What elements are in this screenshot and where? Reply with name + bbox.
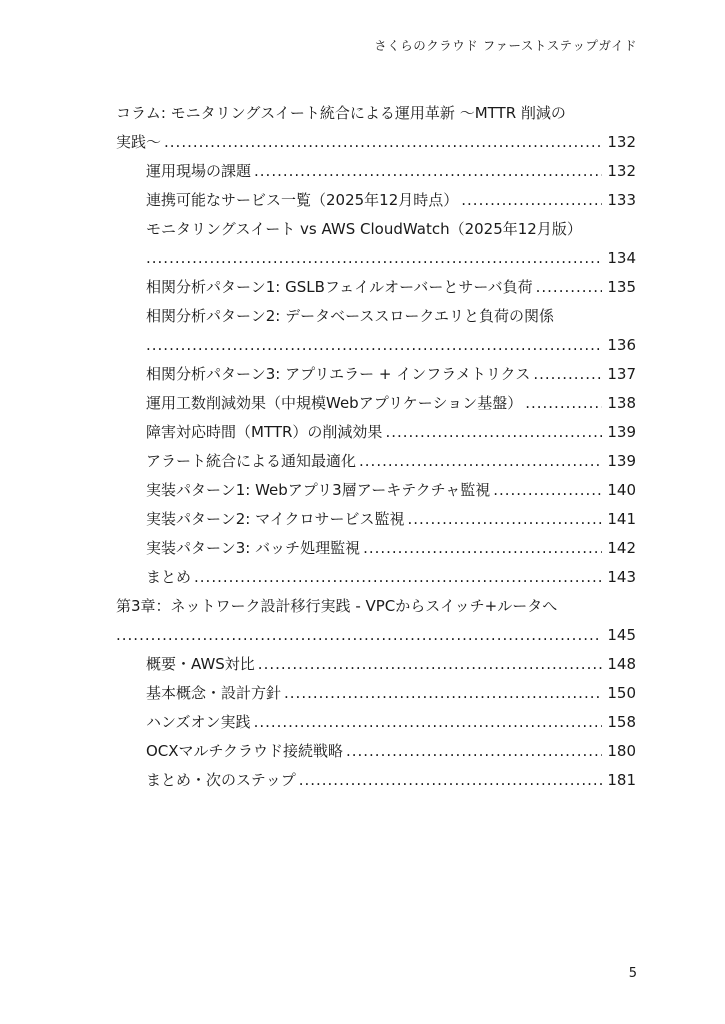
toc-entry-page: 134 (607, 249, 636, 267)
toc-entry[interactable] (116, 418, 636, 447)
toc-entry[interactable] (116, 534, 636, 563)
toc-entry-title: 運用工数削減効果（中規模Webアプリケーション基盤） (146, 394, 523, 412)
toc-entry-page: 137 (607, 365, 636, 383)
dot-leader (533, 360, 602, 389)
toc-entry-page: 158 (607, 713, 636, 731)
dot-leader (461, 186, 602, 215)
toc-entry-page: 132 (607, 133, 636, 151)
dot-leader (385, 418, 602, 447)
toc-entry-title: 実装パターン2: マイクロサービス監視 (146, 510, 405, 528)
toc-entry-title: まとめ・次のステップ (146, 771, 296, 789)
toc-entry-title: 障害対応時間（MTTR）の削減効果 (146, 423, 383, 441)
toc-entry[interactable] (116, 505, 636, 534)
dot-leader (536, 273, 603, 302)
toc-entry[interactable] (116, 389, 636, 418)
toc-entry-page: 139 (607, 452, 636, 470)
toc-entry[interactable] (116, 679, 636, 708)
dot-leader (146, 244, 602, 273)
toc-entry-page: 143 (607, 568, 636, 586)
table-of-contents (116, 99, 636, 795)
toc-entry-title: 連携可能なサービス一覧（2025年12月時点） (146, 191, 459, 209)
toc-entry-page: 135 (607, 278, 636, 296)
dot-leader (254, 708, 603, 737)
toc-entry-title-wrapped[interactable]: 相関分析パターン2: データベーススロークエリと負荷の関係 (146, 307, 555, 325)
toc-entry[interactable] (116, 360, 636, 389)
toc-entry-page: 141 (607, 510, 636, 528)
toc-entry-page: 150 (607, 684, 636, 702)
toc-entry-page: 132 (607, 162, 636, 180)
dot-leader (164, 128, 602, 157)
toc-entry-column-title[interactable]: コラム: モニタリングスイート統合による運用革新 〜MTTR 削減の (116, 104, 566, 122)
toc-entry-page: 142 (607, 539, 636, 557)
toc-entry-title: まとめ (146, 568, 192, 586)
toc-entry-title: 基本概念・設計方針 (146, 684, 282, 702)
toc-chapter-title[interactable]: 第3章：ネットワーク設計移行実践 - VPCからスイッチ+ルータへ (116, 597, 558, 615)
dot-leader (346, 737, 602, 766)
toc-entry-page: 139 (607, 423, 636, 441)
dot-leader (116, 621, 602, 650)
toc-entry[interactable] (116, 563, 636, 592)
toc-entry-title: 実践〜 (116, 133, 162, 151)
toc-entry[interactable] (116, 650, 636, 679)
toc-entry-title: 相関分析パターン3: アプリエラー + インフラメトリクス (146, 365, 531, 383)
toc-entry-title: 実装パターン1: Webアプリ3層アーキテクチャ監視 (146, 481, 491, 499)
toc-entry-page: 133 (607, 191, 636, 209)
toc-entry[interactable] (116, 157, 636, 186)
toc-entry-continuation[interactable] (116, 331, 636, 360)
toc-entry[interactable] (116, 708, 636, 737)
toc-entry-page: 145 (607, 626, 636, 644)
toc-entry-column[interactable] (116, 128, 636, 157)
toc-entry-page: 181 (607, 771, 636, 789)
toc-entry[interactable] (116, 737, 636, 766)
toc-entry-page: 136 (607, 336, 636, 354)
toc-entry[interactable] (116, 273, 636, 302)
toc-entry-title: ハンズオン実践 (146, 713, 251, 731)
toc-entry-page: 180 (607, 742, 636, 760)
toc-entry[interactable] (116, 186, 636, 215)
dot-leader (284, 679, 602, 708)
toc-entry-continuation[interactable] (116, 244, 636, 273)
page-number: 5 (628, 966, 637, 981)
dot-leader (146, 331, 602, 360)
toc-entry-page: 140 (607, 481, 636, 499)
dot-leader (254, 157, 602, 186)
dot-leader (363, 534, 602, 563)
toc-entry-title: 運用現場の課題 (146, 162, 252, 180)
dot-leader (359, 447, 602, 476)
toc-entry-page: 148 (607, 655, 636, 673)
toc-chapter-continuation[interactable] (116, 621, 636, 650)
dot-leader (493, 476, 602, 505)
toc-entry-title: 実装パターン3: バッチ処理監視 (146, 539, 361, 557)
dot-leader (407, 505, 602, 534)
dot-leader (194, 563, 602, 592)
toc-entry-title: OCXマルチクラウド接続戦略 (146, 742, 343, 760)
toc-entry-title: アラート統合による通知最適化 (146, 452, 357, 470)
dot-leader (299, 766, 603, 795)
toc-entry[interactable] (116, 447, 636, 476)
toc-entry[interactable] (116, 766, 636, 795)
toc-entry-title: 相関分析パターン1: GSLBフェイルオーバーとサーバ負荷 (146, 278, 533, 296)
running-header: さくらのクラウド ファーストステップガイド (374, 38, 637, 53)
toc-entry[interactable] (116, 476, 636, 505)
toc-entry-title: 概要・AWS対比 (146, 655, 255, 673)
dot-leader (258, 650, 603, 679)
toc-entry-title-wrapped[interactable]: モニタリングスイート vs AWS CloudWatch（2025年12月版） (146, 220, 582, 238)
toc-entry-page: 138 (607, 394, 636, 412)
dot-leader (525, 389, 602, 418)
